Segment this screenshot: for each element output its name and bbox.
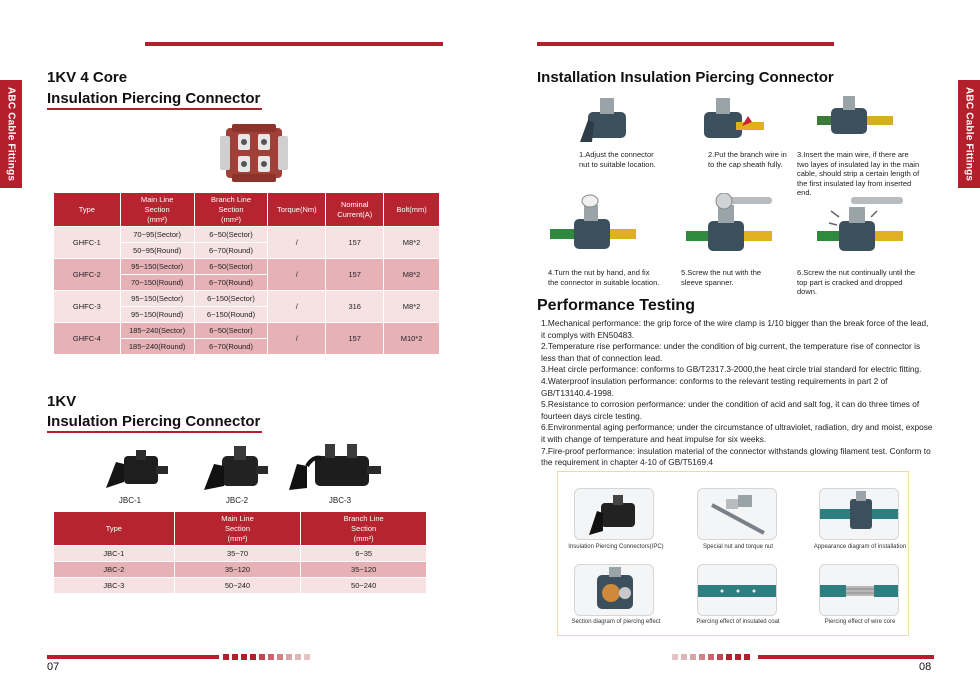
table-row — [54, 323, 440, 339]
page-number-right: 08 — [919, 661, 932, 673]
performance-list — [541, 318, 933, 469]
current-cell: 157 — [326, 323, 384, 355]
bolt-cell: M8*2 — [384, 259, 440, 291]
main-cell: 70~150(Round) — [120, 275, 194, 291]
photo-section-diagram-caption: Section diagram of piercing effect — [571, 619, 661, 625]
table-row — [54, 291, 440, 307]
type-cell: JBC-3 — [54, 578, 175, 594]
bolt-cell: M10*2 — [384, 323, 440, 355]
top-rule-left — [145, 42, 443, 46]
table-1kv-specs — [53, 511, 427, 594]
perf-item: 5.Resistance to corrosion performance: under the condition of acid and salt fog, it can do three times of fourteen days circle testing. — [541, 399, 920, 421]
jbc-2-label: JBC-2 — [225, 496, 249, 505]
branch-cell: 6~70(Round) — [194, 243, 268, 259]
test-photos-frame — [557, 471, 909, 636]
photo-installation — [819, 488, 899, 540]
top-rule-right — [537, 42, 834, 46]
type-cell: JBC-1 — [54, 546, 175, 562]
photo-wire-core — [819, 564, 899, 616]
main-cell: 35~70 — [174, 546, 301, 562]
jbc-1-label: JBC-1 — [118, 496, 142, 505]
col-torque: Torque(Nm) — [268, 193, 326, 227]
photo-insulated-coat — [697, 564, 777, 616]
perf-item: 4.Waterproof insulation performance: conforms to the relevant testing requirements in part 2 of GB/T13140.4-1998. — [541, 375, 888, 398]
photo-wire-core-caption: Piercing effect of wire core — [824, 619, 896, 625]
photo-installation-caption: Appearance diagram of installation — [813, 544, 907, 550]
step-6-text: 6.Screw the nut continually until the top part is cracked and dropped down. — [797, 268, 915, 296]
step-6-illustration — [815, 193, 905, 263]
table-row — [54, 259, 440, 275]
col-main-line: Main Line Section (mm²) — [174, 512, 301, 546]
step-5-illustration — [684, 193, 774, 263]
current-cell: 157 — [326, 259, 384, 291]
side-tab-label: ABC Cable Fittings — [963, 86, 975, 182]
type-cell: GHFC-3 — [54, 291, 121, 323]
type-cell: JBC-2 — [54, 562, 175, 578]
photo-special-nut — [697, 488, 777, 540]
main-cell: 50~95(Round) — [120, 243, 194, 259]
col-type: Type — [54, 193, 121, 227]
current-cell: 316 — [326, 291, 384, 323]
section1-underline — [47, 108, 262, 110]
photo-section-diagram — [574, 564, 654, 616]
side-tab-left — [0, 80, 22, 188]
table-row — [54, 546, 427, 562]
torque-cell: / — [268, 259, 326, 291]
main-cell: 95~150(Sector) — [120, 291, 194, 307]
install-title: Installation Insulation Piercing Connector — [537, 69, 834, 86]
branch-cell: 50~240 — [301, 578, 427, 594]
main-cell: 70~95(Sector) — [120, 227, 194, 243]
perf-item: 6.Environmental aging performance: under the circumstance of ultraviolet, radiation, dry and moist, expose it with change of temperature and heat impulse for six weeks. — [541, 422, 933, 444]
torque-cell: / — [268, 323, 326, 355]
photo-ipc-caption: Insulation Piercing Connectors(IPC) — [568, 544, 664, 550]
photo-insulated-coat-caption: Piercing effect of insulated coat — [696, 619, 780, 625]
torque-cell: / — [268, 291, 326, 323]
col-main-line: Main Line Section (mm²) — [120, 193, 194, 227]
table-row — [54, 562, 427, 578]
step-2-illustration — [696, 94, 766, 146]
perf-item: 3.Heat circle performance: conforms to GB/T2317.3-2000,the heat circle trial standard for electric fitting. — [541, 364, 922, 375]
branch-cell: 6~150(Round) — [194, 307, 268, 323]
col-branch-line: Branch Line Section (mm²) — [301, 512, 427, 546]
branch-cell: 6~50(Sector) — [194, 259, 268, 275]
branch-cell: 6~50(Sector) — [194, 227, 268, 243]
page-number-left: 07 — [47, 661, 60, 673]
side-tab-label: ABC Cable Fittings — [5, 86, 17, 182]
step-3-text: 3.Insert the main wire, if there are two layes of insulated lay in the main cable, should strip a certain length of the first insulated lay from inserted end. — [797, 150, 920, 197]
side-tab-right — [958, 80, 980, 188]
current-cell: 157 — [326, 227, 384, 259]
step-4-illustration — [548, 193, 638, 263]
main-cell: 95~150(Round) — [120, 307, 194, 323]
connector-4core-image — [212, 118, 294, 188]
footer-rule-right — [758, 655, 934, 659]
jbc-2-image — [200, 444, 270, 494]
step-1-illustration — [578, 94, 634, 146]
table-row — [54, 578, 427, 594]
branch-cell: 6~70(Round) — [194, 339, 268, 355]
perf-item: 1.Mechanical performance: the grip force of the wire clamp is 1/10 bigger than the break force of the lead, it complys with EN50483. — [541, 318, 929, 340]
jbc-3-image — [285, 442, 385, 494]
col-type: Type — [54, 512, 175, 546]
photo-special-nut-caption: Special nut and torque nut — [702, 544, 774, 550]
step-1-text: 1.Adjust the connector nut to suitable location. — [579, 150, 656, 169]
step-5-text: 5.Screw the nut with the sleeve spanner. — [681, 268, 762, 287]
step-3-illustration — [815, 94, 895, 146]
branch-cell: 35~120 — [301, 562, 427, 578]
section2-title-line1: 1KV — [47, 393, 77, 410]
footer-dots-right — [672, 654, 750, 660]
step-2-text: 2.Put the branch wire in to the cap sheath fully. — [708, 150, 787, 169]
photo-ipc — [574, 488, 654, 540]
branch-cell: 6~150(Sector) — [194, 291, 268, 307]
bolt-cell: M8*2 — [384, 291, 440, 323]
col-current: Nominal Current(A) — [326, 193, 384, 227]
branch-cell: 6~50(Sector) — [194, 323, 268, 339]
table-row — [54, 227, 440, 243]
torque-cell: / — [268, 227, 326, 259]
branch-cell: 6~70(Round) — [194, 275, 268, 291]
col-bolt: Bolt(mm) — [384, 193, 440, 227]
perf-item: 2.Temperature rise performance: under the condition of big current, the temperature rise of connector is less than that of connection lead. — [541, 341, 921, 363]
section2-title-line2: Insulation Piercing Connector — [47, 413, 261, 430]
section1-title-line2: Insulation Piercing Connector — [47, 90, 261, 107]
perf-item: 7.Fire-proof performance: insulation material of the connector withstands glowing filament test. Conform to the requirement in chapter 4-10 of GB/T5169.4 — [541, 445, 931, 468]
table-4core-specs — [53, 192, 440, 355]
performance-title: Performance Testing — [537, 297, 695, 314]
jbc-3-label: JBC-3 — [328, 496, 352, 505]
footer-dots-left — [223, 654, 310, 660]
footer-rule-left — [47, 655, 219, 659]
main-cell: 35~120 — [174, 562, 301, 578]
section1-title-line1: 1KV 4 Core — [47, 69, 128, 86]
type-cell: GHFC-4 — [54, 323, 121, 355]
bolt-cell: M8*2 — [384, 227, 440, 259]
section2-underline — [47, 431, 262, 433]
main-cell: 50~240 — [174, 578, 301, 594]
col-branch-line: Branch Line Section (mm²) — [194, 193, 268, 227]
main-cell: 185~240(Round) — [120, 339, 194, 355]
main-cell: 185~240(Sector) — [120, 323, 194, 339]
jbc-1-image — [100, 448, 170, 492]
type-cell: GHFC-1 — [54, 227, 121, 259]
branch-cell: 6~35 — [301, 546, 427, 562]
type-cell: GHFC-2 — [54, 259, 121, 291]
main-cell: 95~150(Sector) — [120, 259, 194, 275]
step-4-text: 4.Turn the nut by hand, and fix the connector in suitable location. — [548, 268, 660, 287]
